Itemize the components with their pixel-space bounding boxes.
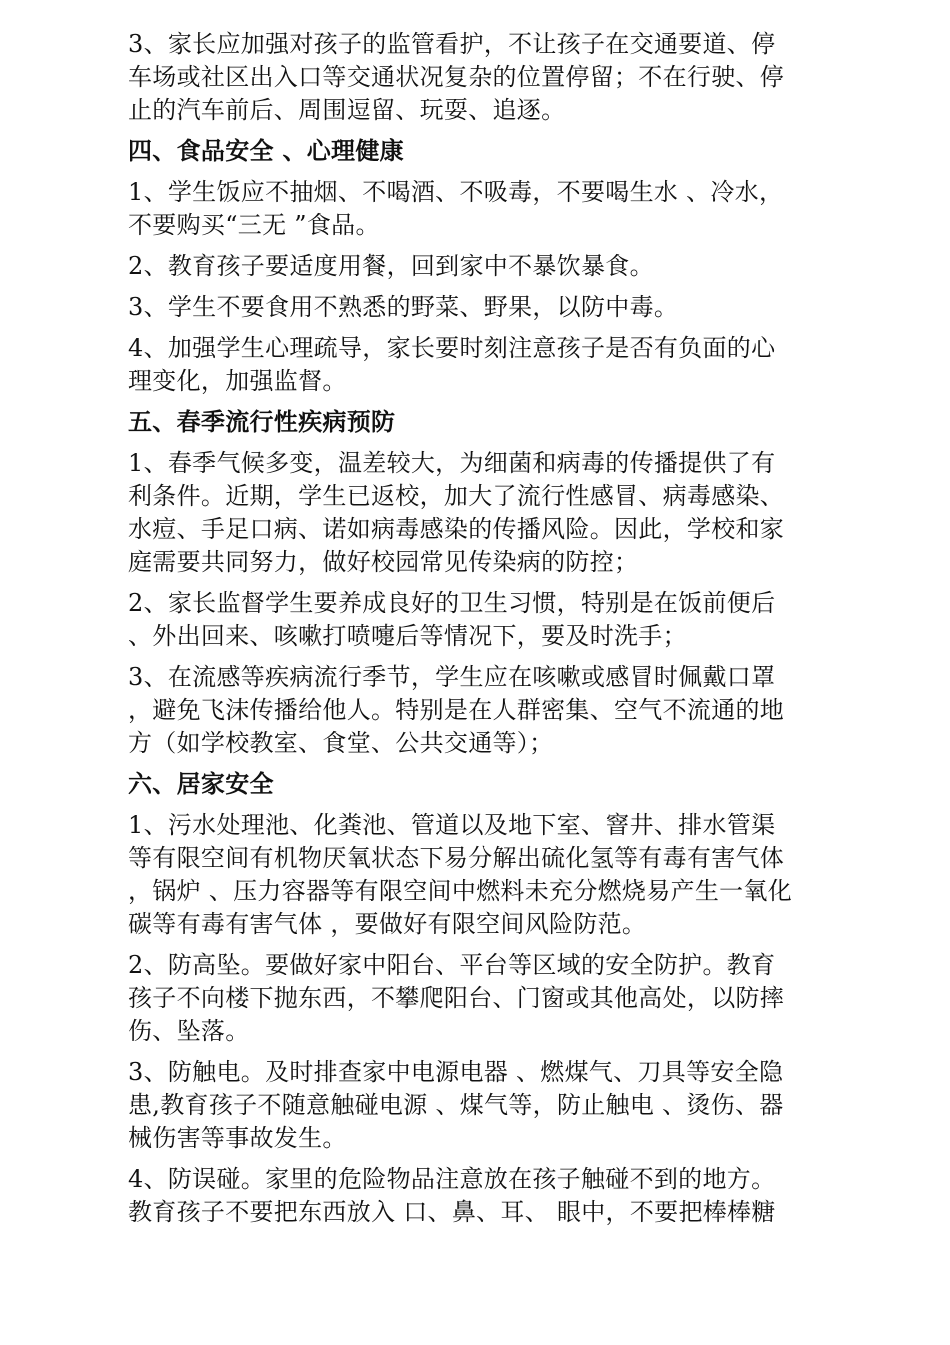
section-heading-home-safety: 六、居家安全 bbox=[128, 770, 274, 798]
paragraph-disease-1: 1、春季气候多变，温差较大，为细菌和病毒的传播提供了有 利条件。近期，学生已返校，加大了流行性感冒、病毒感染、 水痘、手足口病、诺如病毒感染的传播风险。因此，学校和家 庭需要共同努力，做好校园常见传染病的防控； bbox=[128, 449, 785, 576]
paragraph-food-4: 4、加强学生心理疏导，家长要时刻注意孩子是否有负面的心 理变化，加强监督。 bbox=[128, 334, 776, 395]
paragraph-home-1: 1、污水处理池、化粪池、管道以及地下室、窨井、排水管渠 等有限空间有机物厌氧状态下易分解出硫化氢等有毒有害气体 ，锅炉 、压力容器等有限空间中燃料未充分燃烧易产生一氧化 碳等有毒有害气体 ，要做好有限空间风险防范。 bbox=[128, 811, 793, 938]
document-page bbox=[128, 28, 828, 1237]
section-heading-spring-disease: 五、春季流行性疾病预防 bbox=[128, 408, 396, 436]
paragraph-disease-3: 3、在流感等疾病流行季节，学生应在咳嗽或感冒时佩戴口罩 ，避免飞沫传播给他人。特别是在人群密集、空气不流通的地 方（如学校教室、食堂、公共交通等）； bbox=[128, 663, 785, 757]
paragraph-food-3: 3、学生不要食用不熟悉的野菜、野果，以防中毒。 bbox=[128, 293, 679, 321]
paragraph-food-2: 2、教育孩子要适度用餐，回到家中不暴饮暴食。 bbox=[128, 252, 654, 280]
paragraph-home-2: 2、防高坠。要做好家中阳台、平台等区域的安全防护。教育 孩子不向楼下抛东西，不攀爬阳台、门窗或其他高处，以防摔 伤、坠落。 bbox=[128, 951, 785, 1045]
paragraph-home-3: 3、防触电。及时排查家中电源电器 、燃煤气、刀具等安全隐 患,教育孩子不随意触碰电源 、煤气等，防止触电 、烫伤、器 械伤害等事故发生。 bbox=[128, 1058, 784, 1152]
paragraph-food-1: 1、学生饭应不抽烟、不喝酒、不吸毒，不要喝生水 、冷水， 不要购买“三无 ”食品。 bbox=[128, 178, 784, 239]
paragraph-home-4: 4、防误碰。家里的危险物品注意放在孩子触碰不到的地方。 教育孩子不要把东西放入 口、鼻、耳、 眼中，不要把棒棒糖 bbox=[128, 1165, 776, 1226]
paragraph-traffic-3: 3、家长应加强对孩子的监管看护，不让孩子在交通要道、停 车场或社区出入口等交通状况复杂的位置停留；不在行驶、停 止的汽车前后、周围逗留、玩耍、追逐。 bbox=[128, 30, 785, 124]
paragraph-disease-2: 2、家长监督学生要养成良好的卫生习惯，特别是在饭前便后 、外出回来、咳嗽打喷嚏后等情况下，要及时洗手； bbox=[128, 589, 776, 650]
section-heading-food-safety: 四、食品安全 、心理健康 bbox=[128, 137, 404, 165]
